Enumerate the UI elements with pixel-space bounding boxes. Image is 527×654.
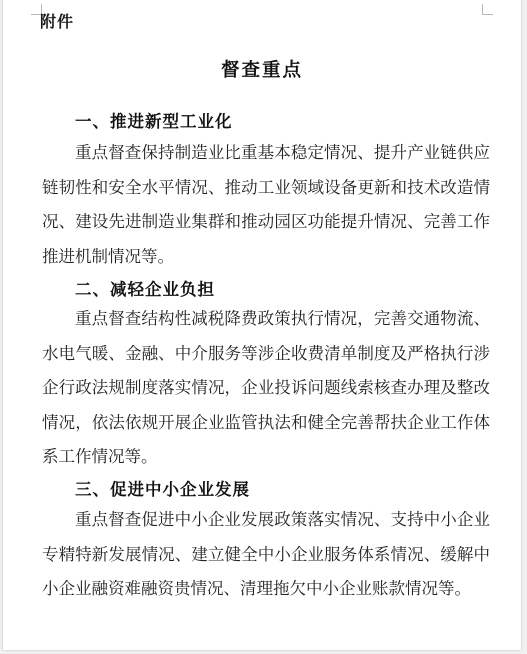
page-corner-mark-right <box>482 4 493 15</box>
section-heading-3: 三、促进中小企业发展 <box>75 480 250 499</box>
section-heading-1: 一、推进新型工业化 <box>75 112 233 131</box>
section-heading-2: 二、减轻企业负担 <box>75 280 215 299</box>
section-body-1: 重点督查保持制造业比重基本稳定情况、提升产业链供应链韧性和安全水平情况、推动工业领域设备更新和技术改造情况、建设先进制造业集群和推动园区功能提升情况、完善工作推进机制情况等。 <box>42 143 490 266</box>
section-body-2: 重点督查结构性减税降费政策执行情况，完善交通物流、水电气暖、金融、中介服务等涉企收费清单制度及严格执行涉企行政法规制度落实情况，企业投诉问题线索核查办理及整改情况，依法依规开展企业监管执法和健全完善帮扶企业工作体系工作情况等。 <box>42 309 490 466</box>
document-page <box>3 0 521 650</box>
document-title: 督查重点 <box>220 60 303 81</box>
attachment-label: 附件 <box>40 12 75 31</box>
section-body-3: 重点督查促进中小企业发展政策落实情况、支持中小企业专精特新发展情况、建立健全中小企业服务体系情况、缓解中小企业融资难融资贵情况、清理拖欠中小企业账款情况等。 <box>42 510 490 598</box>
